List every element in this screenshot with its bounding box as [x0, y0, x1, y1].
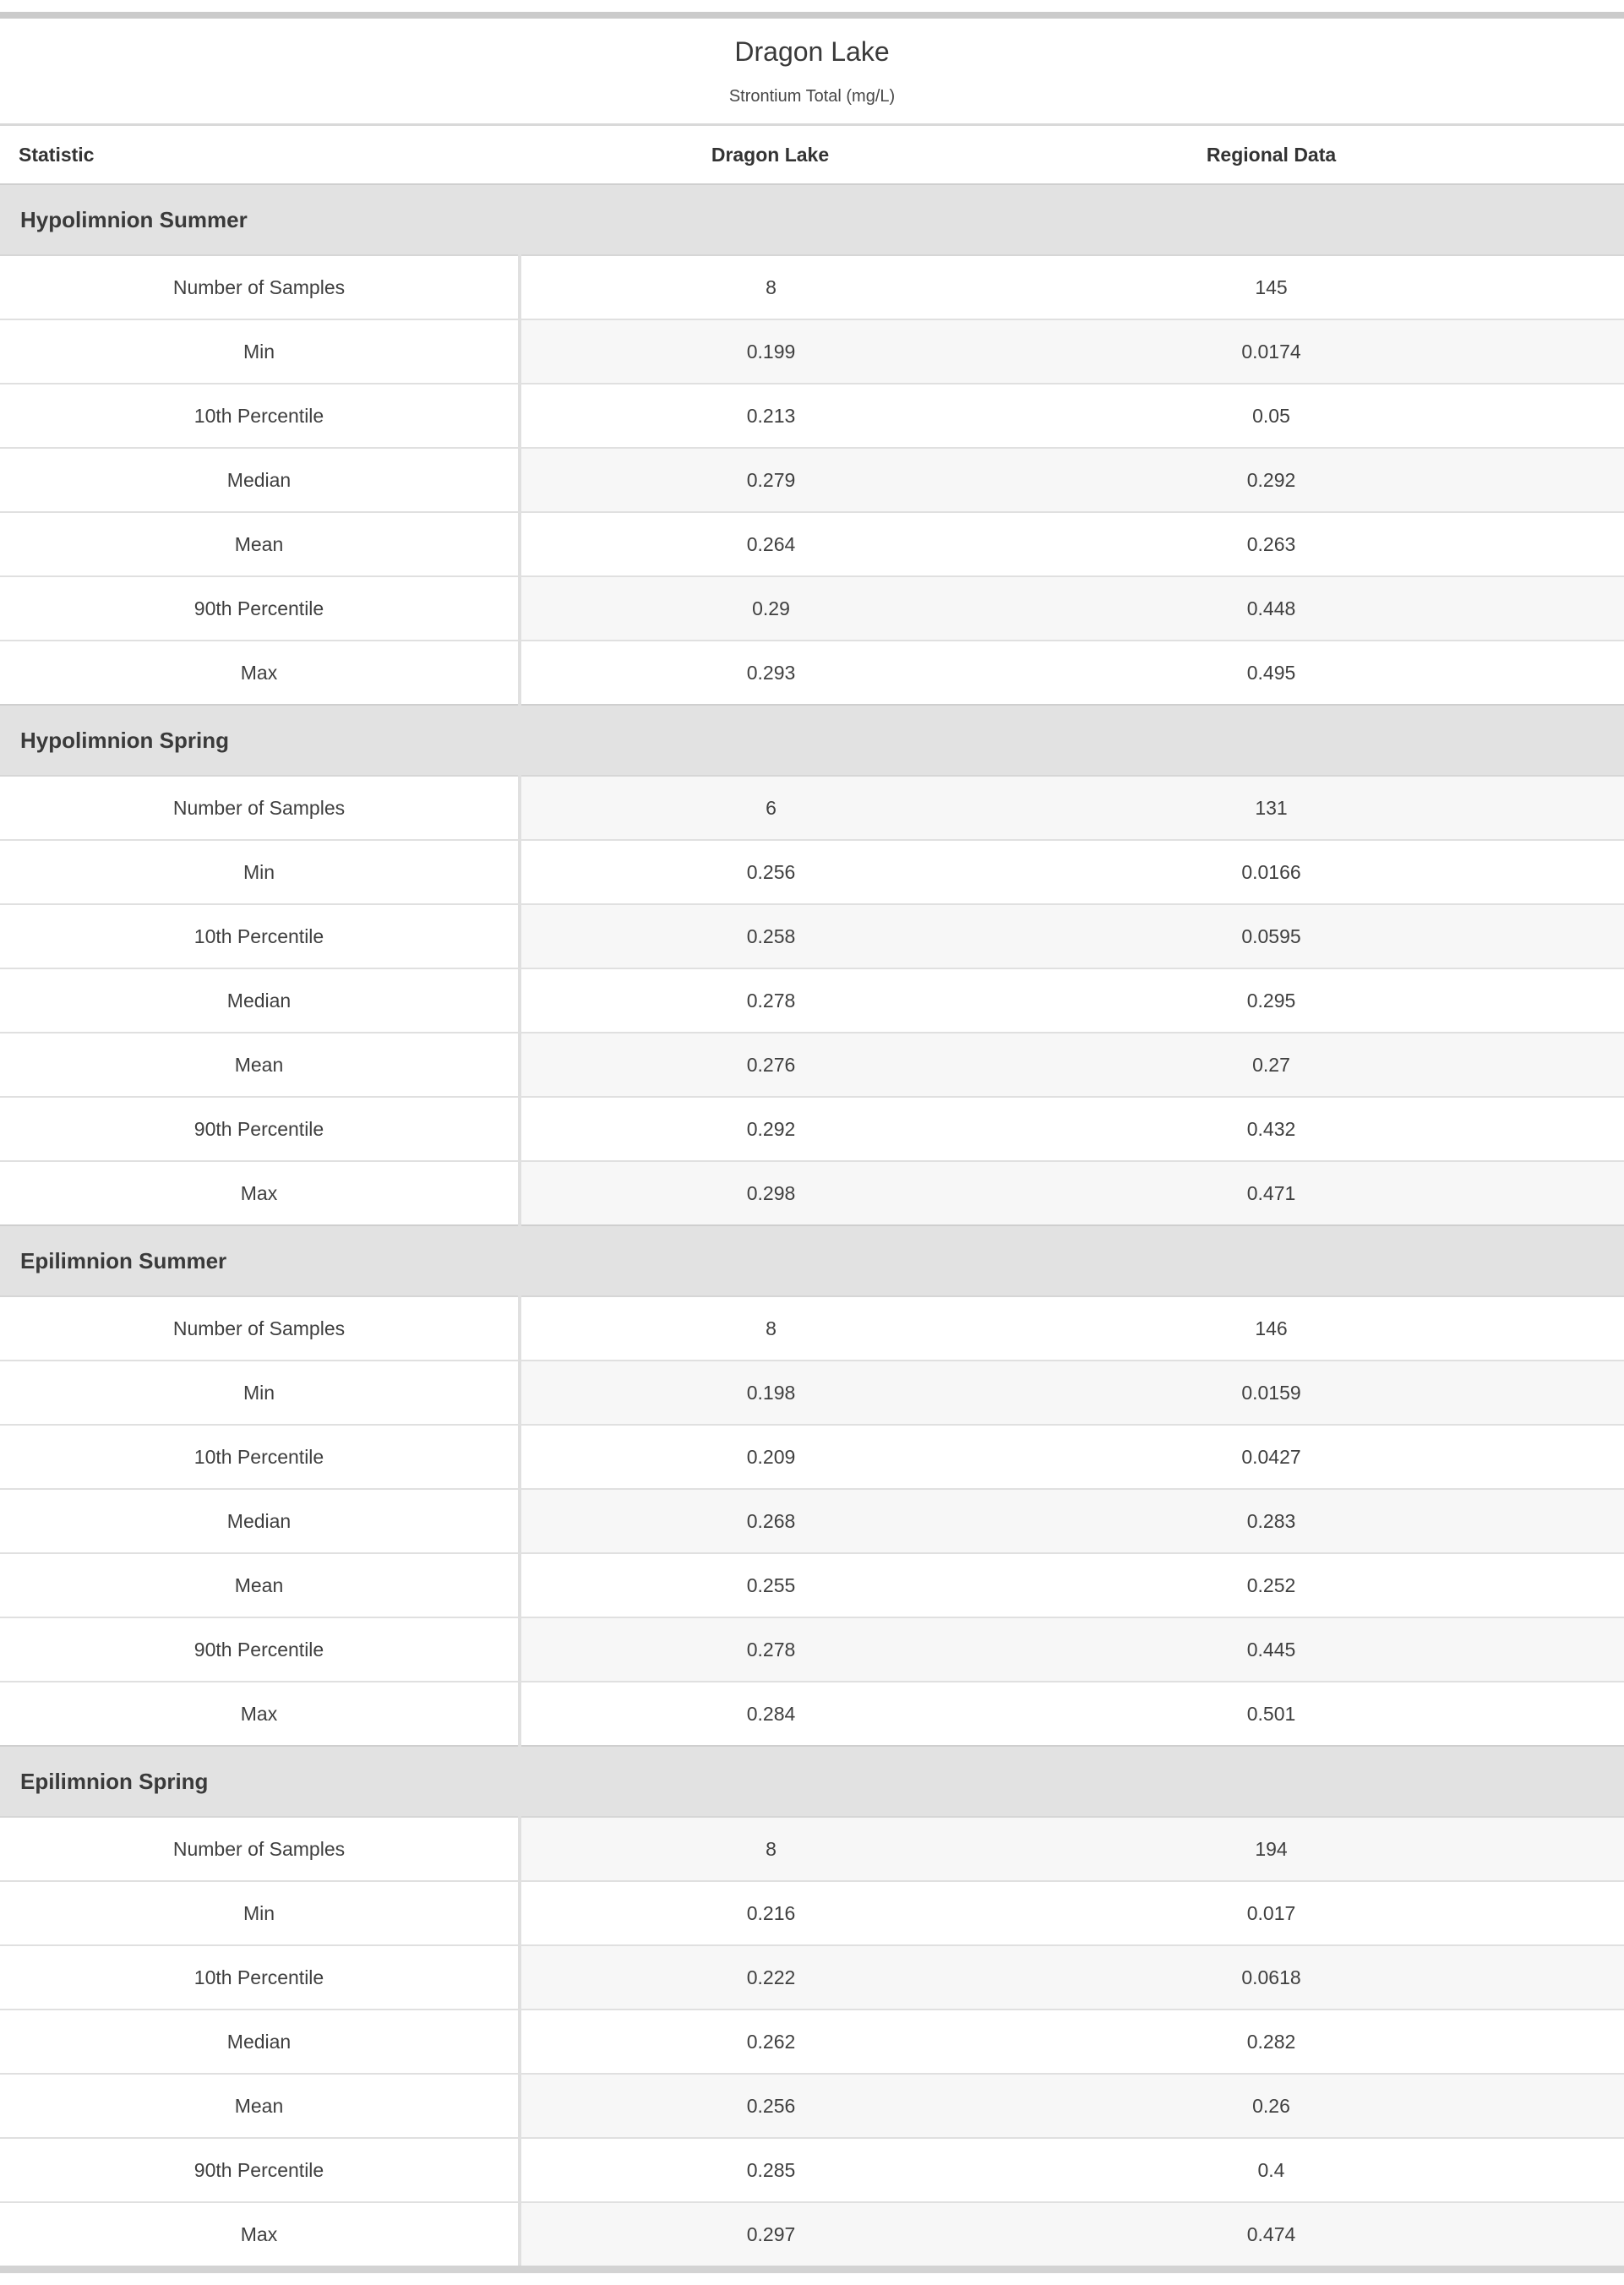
dragon-lake-value: 0.198 [520, 1361, 1021, 1425]
dragon-lake-value: 0.284 [520, 1682, 1021, 1746]
table-row [0, 1425, 1624, 1489]
row-spacer [1522, 1682, 1624, 1746]
statistics-report [0, 12, 1624, 2285]
section-header-label: Hypolimnion Summer [0, 184, 1624, 255]
row-label: Median [0, 448, 520, 512]
section-header-row [0, 1225, 1624, 1296]
column-header-row [0, 126, 1624, 184]
row-spacer [1522, 2074, 1624, 2138]
dragon-lake-value: 0.285 [520, 2138, 1021, 2202]
row-spacer [1522, 1361, 1624, 1425]
table-row [0, 1361, 1624, 1425]
regional-data-value: 0.495 [1021, 641, 1522, 705]
row-label: 10th Percentile [0, 384, 520, 448]
table-row [0, 1881, 1624, 1945]
table-row [0, 448, 1624, 512]
table-row [0, 1617, 1624, 1682]
row-label: 90th Percentile [0, 1617, 520, 1682]
table-row [0, 641, 1624, 705]
row-spacer [1522, 840, 1624, 904]
row-spacer [1522, 2202, 1624, 2266]
row-label: Max [0, 1682, 520, 1746]
row-spacer [1522, 1881, 1624, 1945]
table-row [0, 1033, 1624, 1097]
dragon-lake-value: 0.262 [520, 2010, 1021, 2074]
row-spacer [1522, 1425, 1624, 1489]
page-subtitle: Strontium Total (mg/L) [728, 87, 896, 106]
row-label: 90th Percentile [0, 1097, 520, 1161]
dragon-lake-value: 0.276 [520, 1033, 1021, 1097]
table-row [0, 776, 1624, 840]
regional-data-value: 0.263 [1021, 512, 1522, 576]
row-spacer [1522, 1817, 1624, 1881]
row-label: Min [0, 1361, 520, 1425]
dragon-lake-value: 0.268 [520, 1489, 1021, 1553]
table-row [0, 1097, 1624, 1161]
regional-data-value: 0.283 [1021, 1489, 1522, 1553]
dragon-lake-value: 0.279 [520, 448, 1021, 512]
column-header-statistic: Statistic [0, 126, 520, 184]
row-label: Mean [0, 1033, 520, 1097]
regional-data-value: 0.292 [1021, 448, 1522, 512]
row-spacer [1522, 1553, 1624, 1617]
table-row [0, 1296, 1624, 1361]
regional-data-value: 194 [1021, 1817, 1522, 1881]
row-spacer [1522, 1033, 1624, 1097]
row-spacer [1522, 968, 1624, 1033]
regional-data-value: 0.0595 [1021, 904, 1522, 968]
dragon-lake-value: 0.278 [520, 968, 1021, 1033]
regional-data-value: 0.448 [1021, 576, 1522, 641]
row-label: Mean [0, 1553, 520, 1617]
row-label: Max [0, 2202, 520, 2266]
regional-data-value: 0.295 [1021, 968, 1522, 1033]
column-header-regional-data: Regional Data [1021, 126, 1522, 184]
dragon-lake-value: 0.256 [520, 840, 1021, 904]
row-spacer [1522, 641, 1624, 705]
table-row [0, 2202, 1624, 2266]
dragon-lake-value: 0.293 [520, 641, 1021, 705]
row-spacer [1522, 384, 1624, 448]
regional-data-value: 0.0166 [1021, 840, 1522, 904]
row-label: Number of Samples [0, 255, 520, 319]
dragon-lake-value: 8 [520, 1296, 1021, 1361]
dragon-lake-value: 0.209 [520, 1425, 1021, 1489]
dragon-lake-value: 6 [520, 776, 1021, 840]
row-spacer [1522, 1161, 1624, 1225]
column-header-dragon-lake: Dragon Lake [520, 126, 1021, 184]
section-header-row [0, 1746, 1624, 1817]
table-row [0, 1161, 1624, 1225]
dragon-lake-value: 0.222 [520, 1945, 1021, 2010]
row-label: 10th Percentile [0, 904, 520, 968]
dragon-lake-value: 0.292 [520, 1097, 1021, 1161]
regional-data-value: 131 [1021, 776, 1522, 840]
table-row [0, 384, 1624, 448]
table-row [0, 512, 1624, 576]
row-label: 90th Percentile [0, 576, 520, 641]
regional-data-value: 0.0159 [1021, 1361, 1522, 1425]
stats-table [0, 126, 1624, 2266]
section-header-label: Epilimnion Spring [0, 1746, 1624, 1817]
dragon-lake-value: 0.278 [520, 1617, 1021, 1682]
dragon-lake-value: 0.256 [520, 2074, 1021, 2138]
table-row [0, 319, 1624, 384]
regional-data-value: 0.501 [1021, 1682, 1522, 1746]
row-label: Median [0, 968, 520, 1033]
row-spacer [1522, 319, 1624, 384]
dragon-lake-value: 0.264 [520, 512, 1021, 576]
dragon-lake-value: 0.29 [520, 576, 1021, 641]
regional-data-value: 145 [1021, 255, 1522, 319]
row-label: 90th Percentile [0, 2138, 520, 2202]
row-label: Max [0, 1161, 520, 1225]
dragon-lake-value: 0.298 [520, 1161, 1021, 1225]
table-row [0, 1817, 1624, 1881]
regional-data-value: 0.432 [1021, 1097, 1522, 1161]
row-label: Number of Samples [0, 776, 520, 840]
page-title: Dragon Lake [734, 36, 890, 67]
row-label: 10th Percentile [0, 1945, 520, 2010]
row-spacer [1522, 776, 1624, 840]
regional-data-value: 146 [1021, 1296, 1522, 1361]
section-header-row [0, 705, 1624, 776]
row-label: 10th Percentile [0, 1425, 520, 1489]
regional-data-value: 0.0174 [1021, 319, 1522, 384]
table-row [0, 904, 1624, 968]
section-header-row [0, 184, 1624, 255]
table-row [0, 255, 1624, 319]
row-spacer [1522, 1489, 1624, 1553]
section-header-label: Epilimnion Summer [0, 1225, 1624, 1296]
regional-data-value: 0.445 [1021, 1617, 1522, 1682]
regional-data-value: 0.0618 [1021, 1945, 1522, 2010]
row-label: Min [0, 1881, 520, 1945]
regional-data-value: 0.4 [1021, 2138, 1522, 2202]
row-spacer [1522, 576, 1624, 641]
table-row [0, 1489, 1624, 1553]
row-spacer [1522, 2010, 1624, 2074]
regional-data-value: 0.474 [1021, 2202, 1522, 2266]
dragon-lake-value: 0.199 [520, 319, 1021, 384]
table-row [0, 1945, 1624, 2010]
dragon-lake-value: 8 [520, 1817, 1021, 1881]
row-label: Mean [0, 512, 520, 576]
regional-data-value: 0.252 [1021, 1553, 1522, 1617]
dragon-lake-value: 0.255 [520, 1553, 1021, 1617]
dragon-lake-value: 0.216 [520, 1881, 1021, 1945]
regional-data-value: 0.017 [1021, 1881, 1522, 1945]
regional-data-value: 0.27 [1021, 1033, 1522, 1097]
table-row [0, 840, 1624, 904]
table-row [0, 576, 1624, 641]
row-spacer [1522, 512, 1624, 576]
regional-data-value: 0.26 [1021, 2074, 1522, 2138]
table-row [0, 1553, 1624, 1617]
table-row [0, 2138, 1624, 2202]
row-label: Min [0, 840, 520, 904]
row-label: Max [0, 641, 520, 705]
table-row [0, 2074, 1624, 2138]
regional-data-value: 0.0427 [1021, 1425, 1522, 1489]
top-border-bar [0, 12, 1624, 19]
table-row [0, 968, 1624, 1033]
row-spacer [1522, 255, 1624, 319]
table-row [0, 1682, 1624, 1746]
row-label: Median [0, 1489, 520, 1553]
row-spacer [1522, 1617, 1624, 1682]
row-label: Number of Samples [0, 1296, 520, 1361]
row-spacer [1522, 1296, 1624, 1361]
row-spacer [1522, 1945, 1624, 2010]
dragon-lake-value: 0.258 [520, 904, 1021, 968]
row-spacer [1522, 1097, 1624, 1161]
dragon-lake-value: 0.213 [520, 384, 1021, 448]
row-label: Number of Samples [0, 1817, 520, 1881]
dragon-lake-value: 8 [520, 255, 1021, 319]
row-label: Median [0, 2010, 520, 2074]
row-spacer [1522, 2138, 1624, 2202]
row-label: Min [0, 319, 520, 384]
table-row [0, 2010, 1624, 2074]
dragon-lake-value: 0.297 [520, 2202, 1021, 2266]
regional-data-value: 0.05 [1021, 384, 1522, 448]
column-header-spacer [1522, 126, 1624, 184]
row-label: Mean [0, 2074, 520, 2138]
regional-data-value: 0.471 [1021, 1161, 1522, 1225]
row-spacer [1522, 904, 1624, 968]
stats-table-body [0, 184, 1624, 2266]
regional-data-value: 0.282 [1021, 2010, 1522, 2074]
section-header-label: Hypolimnion Spring [0, 705, 1624, 776]
row-spacer [1522, 448, 1624, 512]
